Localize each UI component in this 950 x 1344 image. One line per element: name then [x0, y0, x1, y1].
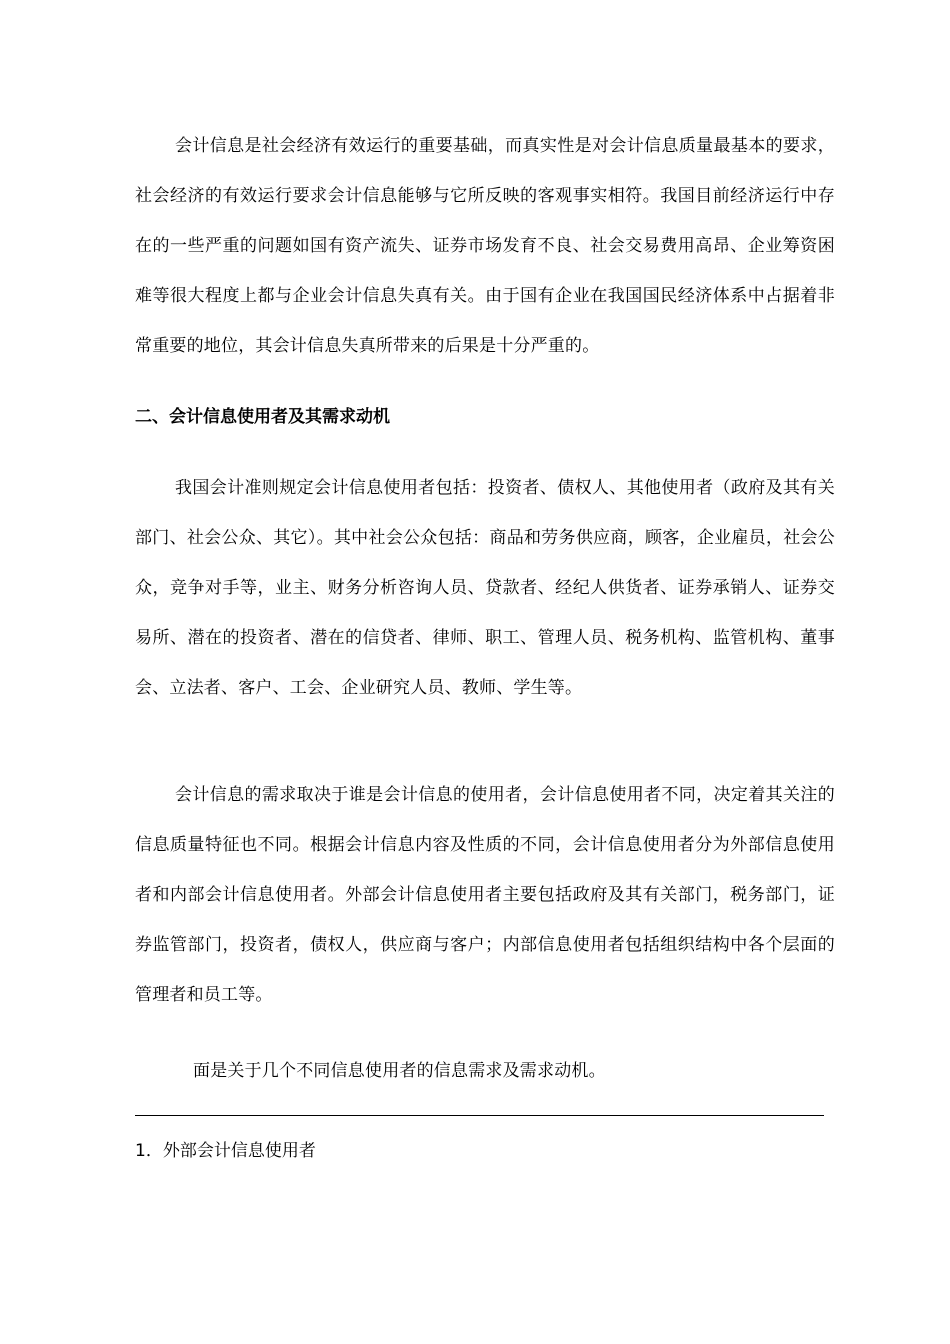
- subheading-external-users: 1．外部会计信息使用者: [135, 1141, 316, 1161]
- paragraph-accounting-info-importance: 会计信息是社会经济有效运行的重要基础，而真实性是对会计信息质量最基本的要求，社会经济的有效运行要求会计信息能够与它所反映的客观事实相符。我国目前经济运行中存在的一些严重的问题如国有资产流失、证券市场发育不良、社会交易费用高昂、企业筹资困难等很大程度上都与企业会计信息失真有关。由于国有企业在我国国民经济体系中占据着非常重要的地位，其会计信息失真所带来的后果是十分严重的。: [135, 136, 835, 356]
- paragraph-user-categories: 我国会计准则规定会计信息使用者包括：投资者、债权人、其他使用者（政府及其有关部门、社会公众、其它）。其中社会公众包括：商品和劳务供应商，顾客，企业雇员，社会公众，竞争对手等，业主、财务分析咨询人员、贷款者、经纪人供货者、证券承销人、证券交易所、潜在的投资者、潜在的信贷者、律师、职工、管理人员、税务机构、监管机构、董事会、立法者、客户、工会、企业研究人员、教师、学生等。: [135, 478, 835, 698]
- paragraph-intro-needs: 面是关于几个不同信息使用者的信息需求及需求动机。: [193, 1061, 606, 1081]
- divider-line: [135, 1115, 824, 1116]
- paragraph-user-needs: 会计信息的需求取决于谁是会计信息的使用者，会计信息使用者不同，决定着其关注的信息质量特征也不同。根据会计信息内容及性质的不同，会计信息使用者分为外部信息使用者和内部会计信息使用者。外部会计信息使用者主要包括政府及其有关部门，税务部门，证券监管部门，投资者，债权人，供应商与客户；内部信息使用者包括组织结构中各个层面的管理者和员工等。: [135, 785, 835, 1005]
- section-heading-users-and-motives: 二、会计信息使用者及其需求动机: [135, 407, 390, 427]
